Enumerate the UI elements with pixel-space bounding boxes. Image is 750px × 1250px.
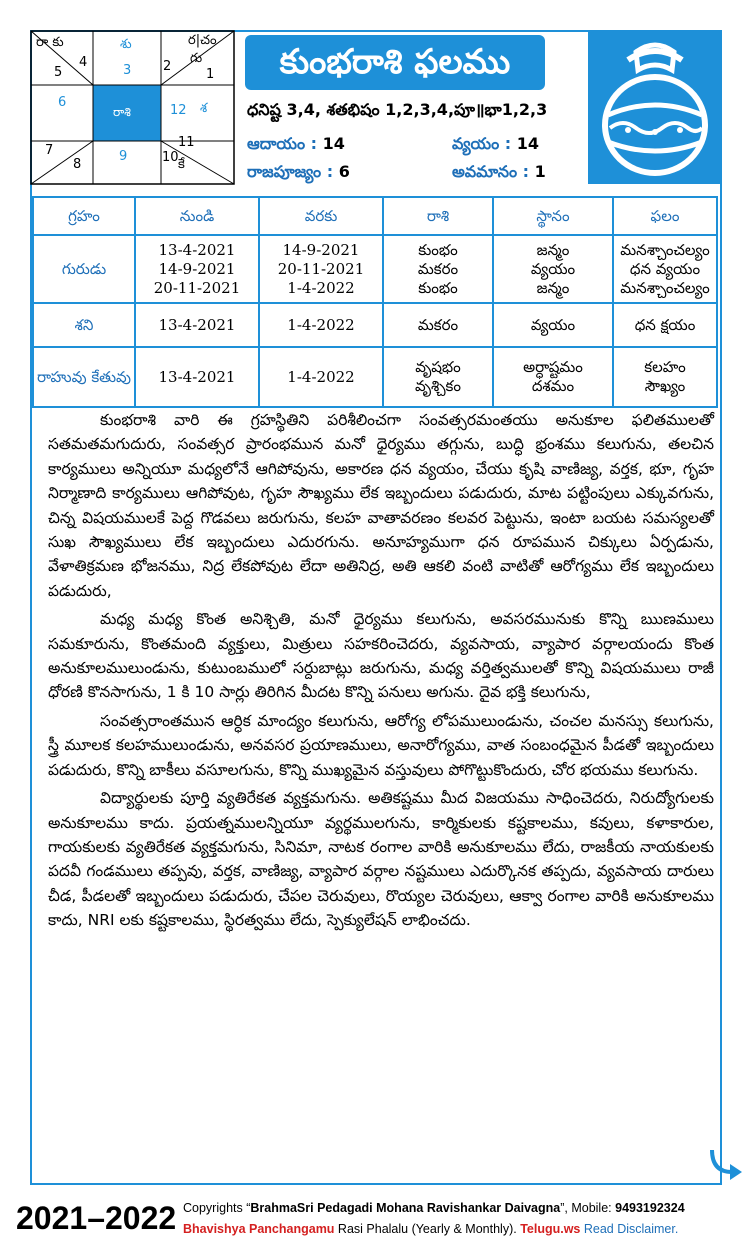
planet-rahu-ketu: రాహువు కేతువు bbox=[33, 347, 135, 407]
curved-arrow-icon bbox=[704, 1140, 744, 1185]
chart-cell5-sym: శ bbox=[200, 101, 208, 116]
date-value: 1-4-2022 bbox=[287, 278, 355, 297]
rajapujyam-stat bbox=[247, 162, 350, 185]
from-cell: 13-4-2021 bbox=[135, 347, 259, 407]
sthanam-value: జన్మం bbox=[536, 240, 570, 259]
prediction-text bbox=[48, 408, 714, 937]
table-row bbox=[33, 347, 717, 407]
nakshatra-line: ధనిష్ట 3,4, శతభిషం 1,2,3,4,పూ॥భా1,2,3 bbox=[247, 100, 548, 119]
date-value: 14-9-2021 bbox=[158, 259, 236, 278]
paragraph: సంవత్సరాంతమున ఆర్ధిక మాంద్యం కలుగును, ఆరోగ్య లోపములుండును, చంచల మనస్సు కలుగును, స్త్రీ మూలక కలహములుండును, అనవసర ప్రయాణములు, అనారోగ్యము, వాత సంబంధమైన పీడతో ఇబ్బందులు పడుదురు, కొన్ని బాకీలు వసూలగును, కొన్ని ముఖ్యమైన వస్తువులు పోగొట్టుకొందురు, చోర భయము కలుగును. bbox=[48, 711, 714, 779]
page-title: కుంభరాశి ఫలము bbox=[245, 35, 545, 90]
header-varaku: వరకు bbox=[259, 197, 383, 235]
chart-cell4-num: 6 bbox=[58, 95, 67, 110]
paragraph: మధ్య మధ్య కొంత అనిశ్చితి, మనో ధైర్యము కలుగును, అవసరమునుకు కొన్ని ఋణములు సమకూరును, కొంతమంది వ్యక్తులు, మిత్రులు సహకరించెదరు, వ్యవసాయ, వ్యాపార వర్గాలయందు కొంత అనుకూలములుండును, కుటుంబములో సర్దుబాట్లు జరుగును, మధ్య వర్తిత్వములతో కొన్ని విషయములు రాజీ ధోరణి కొనసాగును, 1 కి 10 సార్లు తిరిగిన మీదట కొన్ని పనులు అగును. దైవ భక్తి కలుగును, bbox=[48, 610, 714, 702]
rasi-value: కుంభం bbox=[418, 240, 458, 259]
copyright-prefix: Copyrights “ bbox=[183, 1201, 251, 1215]
phalam-value: కలహం bbox=[644, 358, 686, 376]
date-value: 14-9-2021 bbox=[282, 240, 360, 259]
phalam-value: ధన వ్యయం bbox=[629, 259, 701, 278]
sthanam-cell bbox=[493, 235, 613, 303]
paragraph: విద్యార్థులకు పూర్తి వ్యతిరేకత వ్యక్తమగును. అతికష్టము మీద విజయము సాధించెదరు, నిరుద్యోగులకు అనుకూలము కాదు. ప్రయత్నములన్నియూ వ్యర్థములగును, కార్మికులకు కష్టకాలము, కవులు, కళాకారుల, గాయకులకు వ్యతిరేకత వ్యక్తమగును, సినిమా, నాటక రంగాల వారికి అనుకూలము లేదు, రాజకీయ నాయకులకు పదవీ గండములు తప్పవు, వర్తక, వాణిజ్య, వ్యాపార వర్గాల నష్టములు ఎదుర్కొనక తప్పదు, వ్యవసాయ దారులు చీడ, పీడలతో ఇబ్బందులు పడుదురు, చేపల చెరువులు, రొయ్యల చెరువులు, ఆక్వా రంగాల వారికి అనుకూలము కాదు, NRI లకు కష్టకాలము, స్థిరత్వము లేదు, స్పెక్యులేషన్ లాభించదు. bbox=[48, 789, 714, 930]
chart-cell7-num: 9 bbox=[119, 149, 128, 164]
transit-table bbox=[32, 196, 718, 408]
phalam-value: మనశ్చాంచల్యం bbox=[620, 278, 710, 297]
to-cell: 1-4-2022 bbox=[259, 347, 383, 407]
sthanam-value: వ్యయం bbox=[530, 259, 576, 278]
disclaimer-link[interactable]: Read Disclaimer. bbox=[580, 1222, 679, 1236]
chart-cell1-num-a: 5 bbox=[54, 65, 63, 80]
rasi-value: కుంభం bbox=[418, 278, 458, 297]
rasi-cell: మకరం bbox=[383, 303, 493, 347]
to-cell: 1-4-2022 bbox=[259, 303, 383, 347]
book-subtitle: Rasi Phalalu (Yearly & Monthly). bbox=[334, 1222, 521, 1236]
mobile-number: 9493192324 bbox=[615, 1201, 685, 1215]
source-line bbox=[183, 1222, 678, 1236]
planet-guru: గురుడు bbox=[33, 235, 135, 303]
table-row bbox=[33, 235, 717, 303]
chart-cell3-num-b: 1 bbox=[206, 67, 215, 82]
rajapujyam-value: 6 bbox=[338, 162, 350, 181]
sthanam-value: దశమం bbox=[531, 377, 575, 395]
sthanam-cell bbox=[493, 347, 613, 407]
header-graham: గ్రహం bbox=[33, 197, 135, 235]
chart-cell2-planet: శు bbox=[120, 37, 132, 52]
rasi-chart bbox=[30, 30, 235, 185]
rasi-cell bbox=[383, 347, 493, 407]
header-phalam: ఫలం bbox=[613, 197, 717, 235]
from-cell: 13-4-2021 bbox=[135, 303, 259, 347]
from-cell bbox=[135, 235, 259, 303]
aadayam-value: 14 bbox=[322, 134, 345, 153]
chart-cell1-planets: రా కు bbox=[36, 35, 64, 50]
chart-cell3-mid: గు bbox=[190, 51, 203, 66]
header-rasi: రాశి bbox=[383, 197, 493, 235]
chart-cell2-num: 3 bbox=[123, 63, 132, 78]
date-value: 20-11-2021 bbox=[153, 278, 241, 297]
rasi-value: వృశ్చికం bbox=[415, 377, 461, 395]
phalam-value: సౌఖ్యం bbox=[644, 377, 686, 395]
header-nundi: నుండి bbox=[135, 197, 259, 235]
planet-shani: శని bbox=[33, 303, 135, 347]
author-name: BrahmaSri Pedagadi Mohana Ravishankar Daivagna bbox=[250, 1201, 561, 1215]
chart-cell1-num-b: 4 bbox=[79, 55, 88, 70]
chart-cell3-num-a: 2 bbox=[163, 59, 172, 74]
paragraph: కుంభరాశి వారి ఈ గ్రహస్థితిని పరిశీలించగా సంవత్సరమంతయు అనుకూల ఫలితములతో సతమతమగుదురు, సంవత్సర ప్రారంభమున మనో ధైర్యము తగ్గును, బుద్ధి భ్రంశము కలుగును, తలచిన కార్యములు అన్నియూ మధ్యలోనే ఆగిపోవును, అకారణ ధన వ్యయం, చేయు కృషి వాణిజ్య, వర్తక, భూ, గృహ నిర్మాణాది కార్యములు ఆగిపోవుట, గృహ సౌఖ్యము లేక ఇబ్బందులు పడుదురు, మాట పట్టింపులు ఎక్కువగును, చిన్న విషయములకే పెద్ద గొడవలు జరుగును, కలహ వాతావరణం కలవర పెట్టును, ఇంటా బయట సమస్యలతో సుఖ సౌఖ్యములు లేక ఇబ్బందులు ఎదురగును. అనూహ్యముగా ధన రూపమున చిక్కులు ఏర్పడును, వేళాతిక్రమణ భోజనము, నిద్ర లేకపోవుట లేదా అతినిద్ర, అతి ఆకలి వంటి వాటితో ఆరోగ్యము లేక ఇబ్బందులు పడుదురు, bbox=[48, 411, 714, 600]
rasi-value: మకరం bbox=[417, 259, 459, 278]
header-sthanam: స్థానం bbox=[493, 197, 613, 235]
vyayam-stat bbox=[452, 134, 539, 157]
phalam-cell bbox=[613, 235, 717, 303]
table-header-row bbox=[33, 197, 717, 235]
site-link[interactable]: Telugu.ws bbox=[520, 1222, 581, 1236]
rasi-cell bbox=[383, 235, 493, 303]
avamanam-label: అవమానం : bbox=[452, 162, 530, 181]
date-value: 13-4-2021 bbox=[158, 240, 236, 259]
chart-cell3-planets: ర|చం bbox=[188, 33, 217, 48]
year-label: 2021–2022 bbox=[16, 1200, 177, 1236]
phalam-value: మనశ్చాంచల్యం bbox=[620, 240, 710, 259]
sthanam-value: అర్ధాష్టమం bbox=[523, 358, 583, 376]
phalam-cell: ధన క్షయం bbox=[613, 303, 717, 347]
rajapujyam-label: రాజపూజ్యం : bbox=[247, 162, 334, 181]
copyright-line bbox=[183, 1201, 685, 1215]
rasi-value: వృషభం bbox=[415, 358, 461, 376]
chart-cell8-num-a: 11 bbox=[178, 135, 195, 150]
mobile-label: ”, Mobile: bbox=[560, 1201, 616, 1215]
chart-center-label: రాశి bbox=[113, 105, 131, 119]
chart-cell5-num: 12 bbox=[170, 103, 187, 118]
vyayam-label: వ్యయం : bbox=[452, 134, 512, 153]
aadayam-stat bbox=[247, 134, 345, 157]
chart-cell6-num-b: 8 bbox=[73, 157, 82, 172]
kumbha-pot-icon bbox=[588, 30, 722, 184]
table-row bbox=[33, 303, 717, 347]
sthanam-value: జన్మం bbox=[536, 278, 570, 297]
to-cell bbox=[259, 235, 383, 303]
vyayam-value: 14 bbox=[516, 134, 540, 153]
sthanam-cell: వ్యయం bbox=[493, 303, 613, 347]
chart-cell8-sym: కే bbox=[178, 157, 185, 172]
chart-cell6-num-a: 7 bbox=[45, 143, 54, 158]
book-name: Bhavishya Panchangamu bbox=[183, 1222, 335, 1236]
chart-cell8-num-b: 10 bbox=[162, 150, 179, 165]
aadayam-label: ఆదాయం : bbox=[247, 134, 318, 153]
phalam-cell bbox=[613, 347, 717, 407]
avamanam-value: 1 bbox=[534, 162, 546, 181]
avamanam-stat bbox=[452, 162, 546, 185]
date-value: 20-11-2021 bbox=[277, 259, 365, 278]
